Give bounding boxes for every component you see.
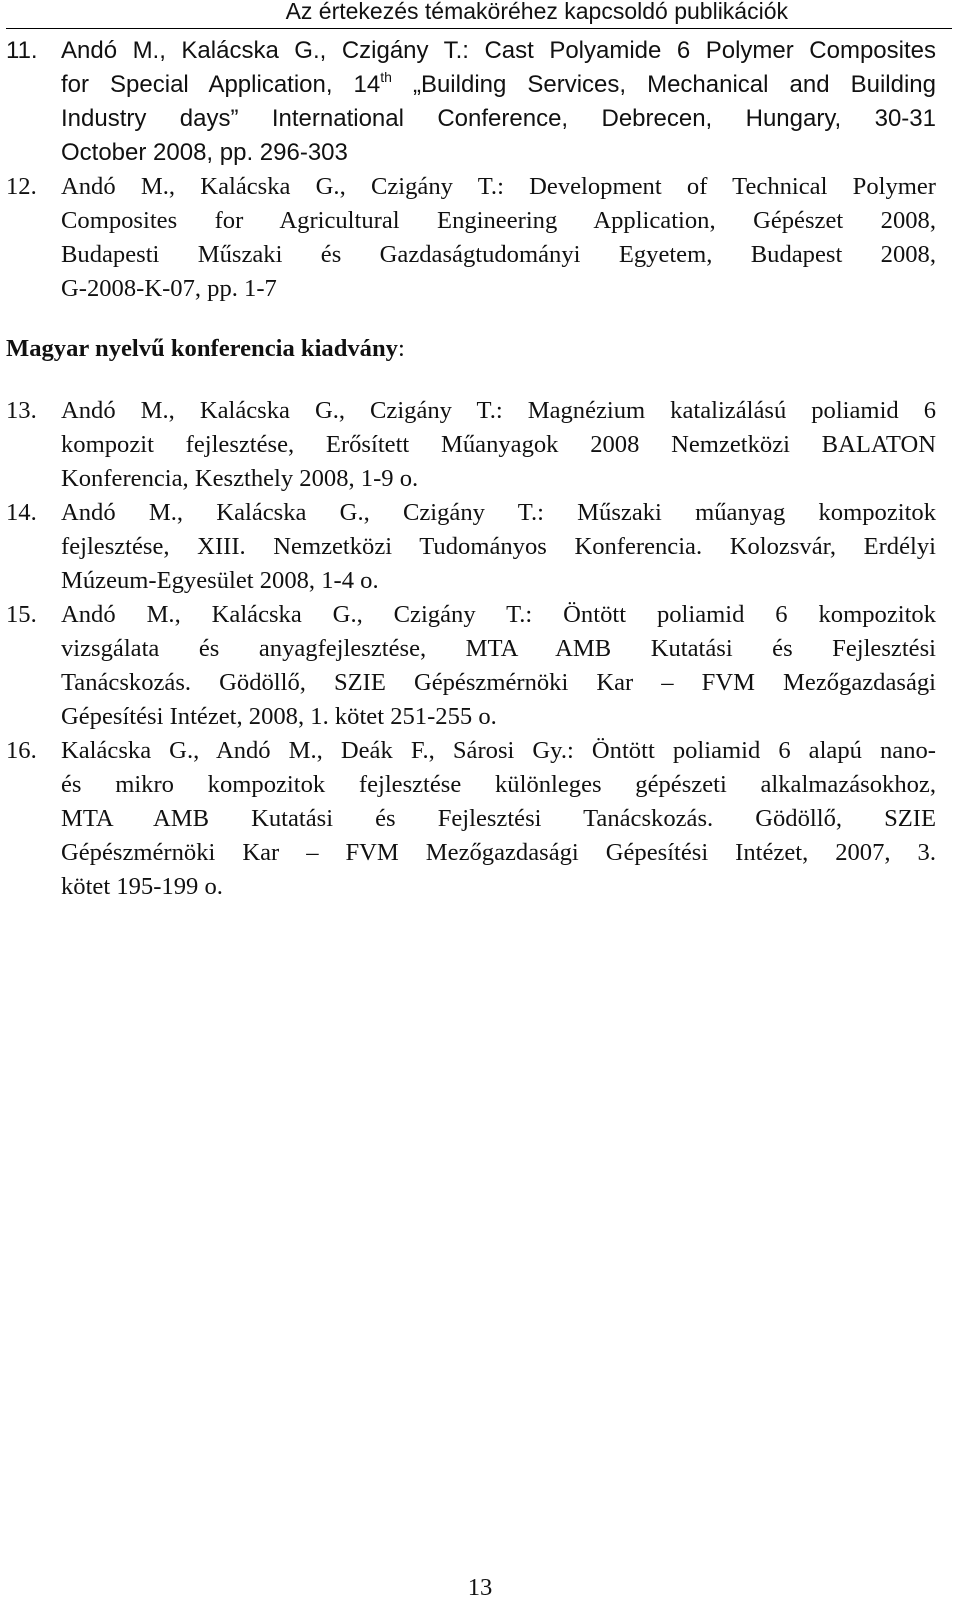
header-title: Az értekezés témaköréhez kapcsoldó publikációk — [285, 0, 788, 24]
list-item — [6, 496, 936, 598]
entry-line: Andó M., Kalácska G., Czigány T.: Öntött poliamid 6 kompozitok — [61, 601, 936, 628]
entry-line: Budapesti Műszaki és Gazdaságtudományi Egyetem, Budapest 2008, — [61, 241, 936, 268]
section-heading — [6, 332, 936, 366]
entry-line: Andó M., Kalácska G., Czigány T.: Műszaki műanyag kompozitok — [61, 499, 936, 526]
entry-number: 11. — [6, 37, 38, 64]
ordinal-suffix: th — [380, 69, 392, 85]
entry-line: Múzeum-Egyesület 2008, 1-4 o. — [61, 567, 379, 594]
section-heading-text: Magyar nyelvű konferencia kiadvány — [6, 335, 398, 362]
header-rule — [6, 28, 952, 29]
entry-line: Gépészmérnöki Kar – FVM Mezőgazdasági Gépesítési Intézet, 2007, 3. — [61, 839, 936, 866]
entry-line: vizsgálata és anyagfejlesztése, MTA AMB Kutatási és Fejlesztési — [61, 635, 936, 662]
entry-line-part: „Building Services, Mechanical and Building — [391, 71, 936, 98]
entry-number: 12. — [6, 173, 37, 200]
page-number: 13 — [467, 1574, 493, 1601]
entry-line — [61, 68, 936, 102]
entry-line: Andó M., Kalácska G., Czigány T.: Development of Technical Polymer — [61, 173, 936, 200]
entry-line: Composites for Agricultural Engineering Application, Gépészet 2008, — [61, 207, 936, 234]
entry-line: G-2008-K-07, pp. 1-7 — [61, 275, 277, 302]
entry-line-part: for Special Application, 14 — [61, 71, 381, 98]
section-heading-colon: : — [397, 335, 405, 362]
entry-line: October 2008, pp. 296-303 — [61, 139, 348, 166]
entry-line: Konferencia, Keszthely 2008, 1-9 o. — [61, 465, 419, 492]
list-item — [6, 598, 936, 734]
list-item — [6, 170, 936, 306]
entry-line: és mikro kompozitok fejlesztése különleges gépészeti alkalmazásokhoz, — [61, 771, 936, 798]
entry-line: Kalácska G., Andó M., Deák F., Sárosi Gy.: Öntött poliamid 6 alapú nano- — [61, 737, 936, 764]
entry-number: 13. — [6, 397, 37, 424]
entry-line: Andó M., Kalácska G., Czigány T.: Magnézium katalizálású poliamid 6 — [61, 397, 936, 424]
entry-line: Industry days” International Conference, Debrecen, Hungary, 30-31 — [61, 105, 936, 132]
entry-line: Tanácskozás. Gödöllő, SZIE Gépészmérnöki Kar – FVM Mezőgazdasági — [61, 669, 936, 696]
publication-list — [6, 34, 936, 904]
list-item — [6, 34, 936, 170]
entry-line: fejlesztése, XIII. Nemzetközi Tudományos Konferencia. Kolozsvár, Erdélyi — [61, 533, 936, 560]
entry-number: 16. — [6, 737, 37, 764]
list-item — [6, 734, 936, 904]
list-item — [6, 394, 936, 496]
entry-line: kompozit fejlesztése, Erősített Műanyagok 2008 Nemzetközi BALATON — [61, 431, 936, 458]
page-header — [0, 0, 960, 26]
entry-line: Gépesítési Intézet, 2008, 1. kötet 251-255 o. — [61, 703, 497, 730]
entry-line: MTA AMB Kutatási és Fejlesztési Tanácskozás. Gödöllő, SZIE — [61, 805, 936, 832]
entry-line: Andó M., Kalácska G., Czigány T.: Cast Polyamide 6 Polymer Composites — [61, 37, 936, 64]
entry-line: kötet 195-199 o. — [61, 873, 223, 900]
entry-number: 15. — [6, 601, 37, 628]
entry-number: 14. — [6, 499, 37, 526]
